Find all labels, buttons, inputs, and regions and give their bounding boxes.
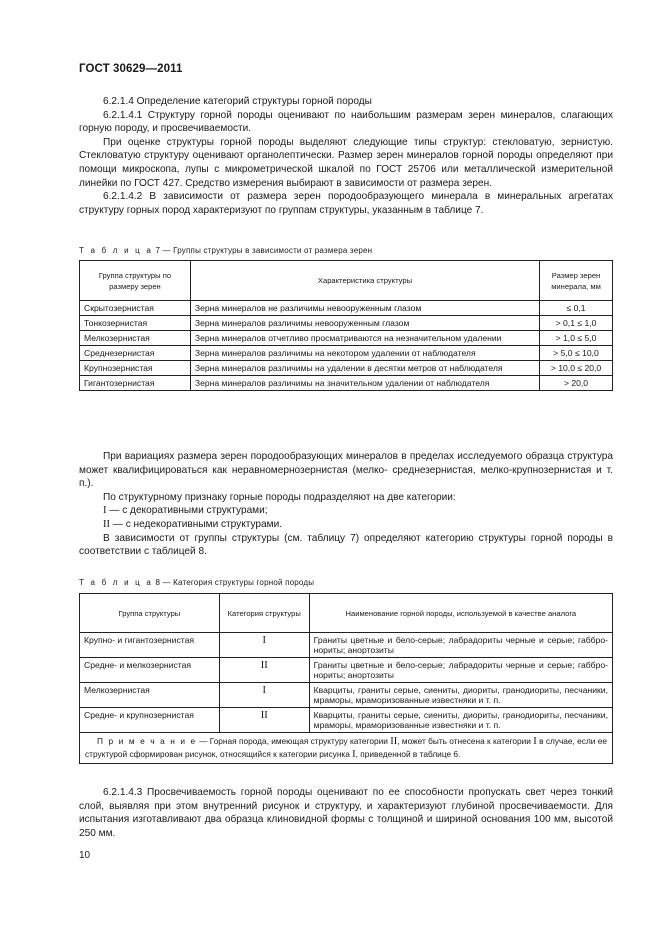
- list-item-text: — с декоративными структурами;: [106, 505, 268, 517]
- column-header: Наименование горной породы, используемой в качестве аналога: [309, 594, 612, 633]
- paragraph: При вариациях размера зерен породообразующих минералов в пределах исследуемого образца структура может квалифицироваться как неравномернозернистая (мелко- среднезернистая, мелко-крупнозернистая и т. п.).: [79, 451, 613, 490]
- list-item-text: — с недекоративными структурами.: [110, 518, 283, 530]
- table-header-row: [80, 261, 613, 301]
- list-item: [79, 518, 613, 532]
- table-cell: Средне- и мелкозернистая: [80, 658, 220, 683]
- roman-numeral: I: [352, 749, 356, 760]
- roman-numeral: I: [533, 736, 537, 747]
- column-header: Размер зерен минерала, мм: [540, 261, 613, 301]
- table-row: [80, 683, 613, 708]
- table-row: [80, 658, 613, 683]
- table-cell: > 20,0: [540, 376, 613, 391]
- note-text: , может быть отнесена к категории: [397, 736, 534, 746]
- table-cell: I: [219, 633, 309, 658]
- table-cell: > 1,0 ≤ 5,0: [540, 331, 613, 346]
- table-row: [80, 346, 613, 361]
- paragraph: При оценке структуры горной породы выделяют следующие типы структур: стекловатую, зернистую. Стекловатую структуру оценивают органолептически. Размер зерен минералов горной породы определяют при помощи микроскопа, лупы с микрометрической шкалой по ГОСТ 25706 или металлической измерительной линейки по ГОСТ 427. Средство измерения выбирают в зависимости от размера зерен.: [79, 136, 613, 189]
- section-title: 6.2.1.4 Определение категорий структуры горной породы: [103, 96, 372, 107]
- note-text: в случае, если ее структурой сформирован рисунок, относящийся к категории рисунка: [85, 736, 607, 759]
- table-cell: > 10,0 ≤ 20,0: [540, 361, 613, 376]
- paragraph: 6.2.1.4.2 В зависимости от размера зерен породообразующего минерала в минеральных агрегатах структуру горных пород характеризуют по группам структуры, указанным в таблице 7.: [79, 191, 613, 216]
- table-cell: > 5,0 ≤ 10,0: [540, 346, 613, 361]
- table-row: [80, 633, 613, 658]
- table7-caption: [79, 246, 372, 255]
- table8-caption: [79, 578, 314, 587]
- table-row: [80, 301, 613, 316]
- list-item: [79, 504, 613, 518]
- table-row: [80, 376, 613, 391]
- table-cell: Тонкозернистая: [80, 316, 191, 331]
- column-header: Характеристика структуры: [190, 261, 539, 301]
- table-cell: Кварциты, граниты серые, сиениты, диориты, гранодиориты, песчаники, мраморы, мраморизованные известняки и т. п.: [309, 683, 612, 708]
- table-cell: Зерна минералов отчетливо просматриваются на незначительном удалении: [190, 331, 539, 346]
- text-block-intro: [79, 95, 613, 217]
- table-cell: I: [219, 683, 309, 708]
- table-cell: Крупно- и гигантозернистая: [80, 633, 220, 658]
- table-header-row: [80, 594, 613, 633]
- table-row: [80, 361, 613, 376]
- table-8: [79, 593, 613, 764]
- table-cell: Зерна минералов не различимы невооруженным глазом: [190, 301, 539, 316]
- paragraph: 6.2.1.4.1 Структуру горной породы оценивают по наибольшим размерам зерен минералов, слагающих горную породу, и просвечиваемости.: [79, 109, 613, 135]
- page-number: 10: [79, 850, 91, 861]
- paragraph: По структурному признаку горные породы подразделяют на две категории:: [103, 491, 456, 503]
- table-cell: Скрытозернистая: [80, 301, 191, 316]
- table-cell: Граниты цветные и бело-серые; лабрадориты черные и серые; габбро-нориты; анортозиты: [309, 633, 612, 658]
- table-cell: II: [219, 708, 309, 733]
- table-note-row: [80, 733, 613, 764]
- table-cell: Зерна минералов различимы на значительном удалении от наблюдателя: [190, 376, 539, 391]
- note-label: П р и м е ч а н и е: [97, 736, 197, 746]
- table-cell: Кварциты, граниты серые, сиениты, диориты, гранодиориты, песчаники, мраморы, мраморизованные известняки и т. п.: [309, 708, 612, 733]
- table-7: [79, 260, 613, 391]
- table-cell: Граниты цветные и бело-серые; лабрадориты черные и серые; габбро-нориты; анортозиты: [309, 658, 612, 683]
- table-cell: > 0,1 ≤ 1,0: [540, 316, 613, 331]
- paragraph: В зависимости от группы структуры (см. таблицу 7) определяют категорию структуры горной породы в соответствии с таблицей 8.: [79, 532, 613, 558]
- caption-text: 7 — Группы структуры в зависимости от размера зерен: [155, 246, 373, 255]
- text-block-middle: [79, 450, 613, 559]
- column-header: Группа структуры по размеру зерен: [80, 261, 191, 301]
- table-cell: Мелкозернистая: [80, 331, 191, 346]
- table-cell: Гигантозернистая: [80, 376, 191, 391]
- table-cell: Средне- и крупнозернистая: [80, 708, 220, 733]
- table-row: [80, 331, 613, 346]
- note-text: , приведенной в таблице 6.: [355, 749, 461, 759]
- table-cell: Зерна минералов различимы невооруженным глазом: [190, 316, 539, 331]
- table-note: [80, 733, 613, 764]
- paragraph: 6.2.1.4.3 Просвечиваемость горной породы оценивают по ее способности пропускать свет через тонкий слой, выявляя при этом внутренний рисунок и структуру, и характеризуют глубиной просвечиваемости. Для испытания изготавливают два образца клиновидной формы с толщиной и шириной основания 100 мм, высотой 250 мм.: [79, 787, 613, 839]
- table-cell: ≤ 0,1: [540, 301, 613, 316]
- column-header: Группа структуры: [80, 594, 220, 633]
- note-text: — Горная порода, имеющая структуру категории: [196, 736, 391, 746]
- caption-label: Т а б л и ц а: [79, 246, 154, 255]
- roman-numeral: II: [103, 518, 110, 530]
- table-row: [80, 316, 613, 331]
- caption-text: 8 — Категория структуры горной породы: [155, 578, 315, 587]
- table-row: [80, 708, 613, 733]
- roman-numeral: II: [390, 736, 398, 747]
- table-cell: Зерна минералов различимы на удалении в десятки метров от наблюдателя: [190, 361, 539, 376]
- table-cell: Зерна минералов различимы на некотором удалении от наблюдателя: [190, 346, 539, 361]
- roman-numeral: I: [103, 505, 107, 517]
- table-cell: Крупнозернистая: [80, 361, 191, 376]
- table-cell: Среднезернистая: [80, 346, 191, 361]
- caption-label: Т а б л и ц а: [79, 578, 154, 587]
- table-cell: II: [219, 658, 309, 683]
- table-cell: Мелкозернистая: [80, 683, 220, 708]
- document-header: ГОСТ 30629—2011: [79, 63, 183, 75]
- column-header: Категория структуры: [219, 594, 309, 633]
- text-block-final: [79, 786, 613, 840]
